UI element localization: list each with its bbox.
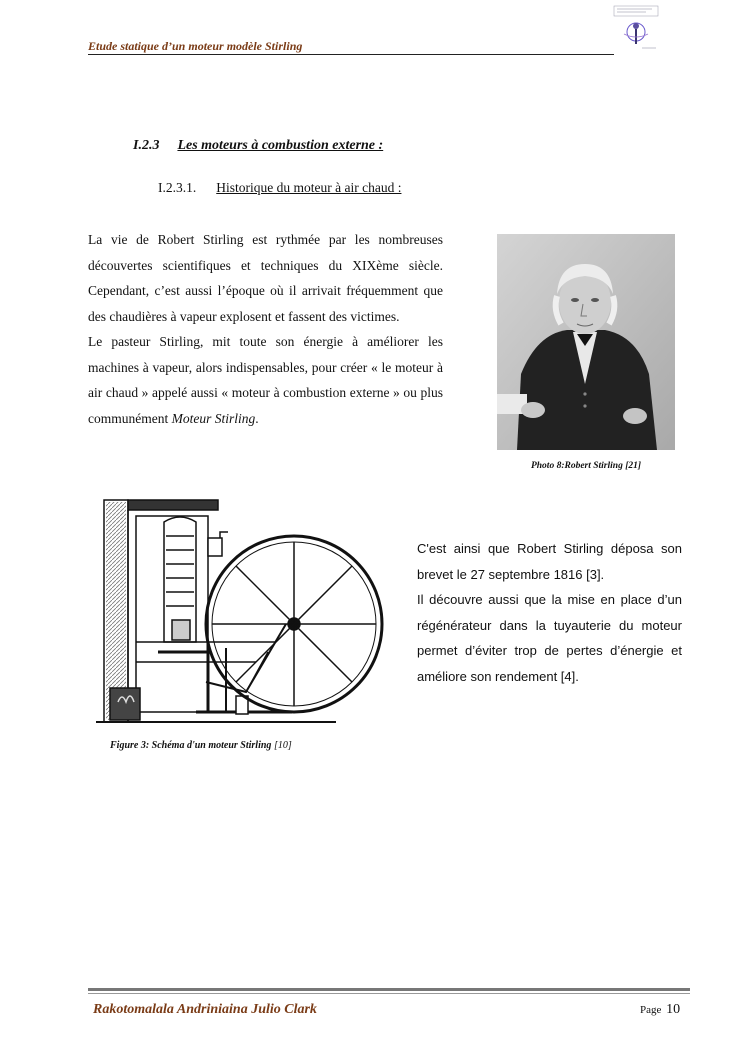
header-rule: [88, 54, 614, 55]
footer-author: Rakotomalala Andriniaina Julio Clark: [93, 1002, 317, 1017]
stirling-engine-diagram-icon: [96, 492, 388, 730]
section-number: I.2.3: [133, 138, 160, 153]
patent-paragraph-part1: C'est ainsi que Robert Stirling déposa son brevet le 27 septembre 1816 [3].: [417, 541, 682, 582]
figure-caption: [110, 740, 292, 751]
header-title: Etude statique d’un moteur modèle Stirling: [88, 39, 303, 53]
patent-paragraph: [417, 536, 682, 689]
photo-caption: Photo 8:Robert Stirling [21]: [530, 461, 642, 471]
figure-caption-text: Figure 3: Schéma d'un moteur Stirling: [110, 740, 272, 751]
intro-paragraph-part2-end: .: [255, 410, 259, 426]
figure-caption-ref: [10]: [273, 740, 292, 751]
stirling-engine-term: Moteur Stirling: [171, 410, 256, 426]
footer-rule-thin: [88, 993, 690, 994]
intro-paragraph-part2-text: Le pasteur Stirling, mit toute son énergie à améliorer les machines à vapeur, alors indispensables, pour créer « le moteur à air chaud » appelé aussi « moteur à combustion externe » ou plus communément: [88, 334, 443, 426]
intro-paragraph-part1: La vie de Robert Stirling est rythmée par les nombreuses découvertes scientifiques et techniques du XIXème siècle. Cependant, c’est aussi l’époque où il arrivait fréquemment que des chaudières à vapeur explosent et fassent des victimes.: [88, 232, 443, 324]
subsection-title: Historique du moteur à air chaud :: [216, 180, 402, 195]
footer-page-number: [640, 1002, 680, 1018]
section-title: Les moteurs à combustion externe :: [177, 138, 384, 153]
footer-rule: [88, 988, 690, 991]
page-number: 10: [666, 1002, 681, 1017]
intro-paragraph-part2: [88, 329, 443, 431]
portrait-photo-icon: [497, 234, 675, 450]
page-label: Page: [640, 1004, 662, 1016]
patent-paragraph-part2: Il découvre aussi que la mise en place d’un régénérateur dans la tuyauterie du moteur permet d’éviter trop de pertes d’énergie et améliore son rendement [4].: [417, 592, 682, 684]
institution-logo-icon: [612, 4, 660, 52]
subsection-number: I.2.3.1.: [158, 180, 197, 195]
intro-paragraph: [88, 227, 443, 431]
section-heading: [133, 138, 383, 154]
subsection-heading: [158, 180, 401, 196]
